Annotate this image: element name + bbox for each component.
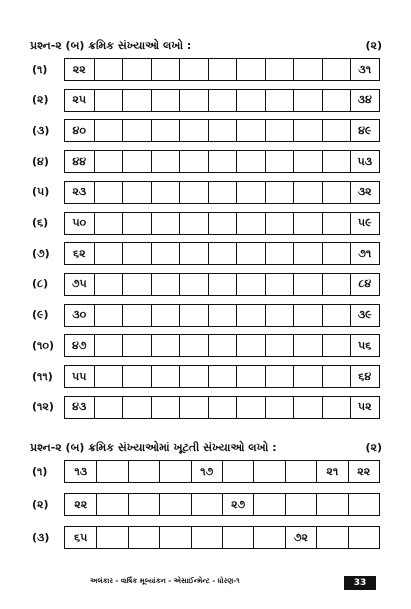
number-grid (64, 89, 380, 112)
exercise-row (32, 273, 380, 296)
blank-cell[interactable] (94, 120, 123, 141)
row-number: (૬) (32, 216, 49, 229)
blank-cell[interactable] (265, 90, 294, 111)
blank-cell[interactable] (191, 527, 222, 548)
exercise-row (32, 304, 380, 327)
blank-cell[interactable] (94, 366, 123, 387)
blank-cell[interactable] (293, 182, 322, 203)
exercise-row (32, 334, 380, 357)
blank-cell[interactable] (94, 182, 123, 203)
blank-cell[interactable] (316, 494, 347, 515)
blank-cell[interactable] (159, 461, 190, 482)
blank-cell[interactable] (128, 494, 159, 515)
exercise-row (32, 460, 380, 483)
blank-cell[interactable] (94, 243, 123, 264)
exercise-row (32, 493, 380, 516)
blank-cell[interactable] (236, 397, 265, 418)
page-number: 33 (344, 576, 376, 590)
row-number: (૩) (32, 530, 50, 544)
blank-cell[interactable] (122, 335, 151, 356)
blank-cell[interactable] (348, 527, 379, 548)
blank-cell[interactable] (322, 59, 351, 80)
exercise-row (32, 365, 380, 388)
blank-cell[interactable] (236, 305, 265, 326)
blank-cell[interactable] (151, 366, 180, 387)
number-cell: ૬૫ (74, 530, 88, 544)
blank-cell[interactable] (322, 366, 351, 387)
section2-marks: (૨) (365, 441, 382, 454)
blank-cell[interactable] (122, 397, 151, 418)
blank-cell[interactable] (265, 305, 294, 326)
number-cell: ૧૩ (74, 464, 88, 478)
blank-cell[interactable] (179, 335, 208, 356)
blank-cell[interactable] (236, 90, 265, 111)
number-cell: ૨૭ (222, 494, 253, 515)
section2-header (30, 439, 382, 457)
blank-cell[interactable] (208, 213, 237, 234)
blank-cell[interactable] (208, 182, 237, 203)
number-grid (64, 396, 380, 419)
number-cell: ૫૯ (350, 213, 379, 234)
blank-cell[interactable] (179, 243, 208, 264)
blank-cell[interactable] (151, 213, 180, 234)
blank-cell[interactable] (208, 90, 237, 111)
exercise-row (32, 526, 380, 549)
blank-cell[interactable] (94, 335, 123, 356)
blank-cell[interactable] (179, 274, 208, 295)
number-cell: ૩૨ (350, 182, 379, 203)
blank-cell[interactable] (122, 305, 151, 326)
blank-cell[interactable] (94, 59, 123, 80)
blank-cell[interactable] (151, 90, 180, 111)
blank-cell[interactable] (293, 366, 322, 387)
number-grid (64, 334, 380, 357)
row-number: (૧) (32, 464, 48, 478)
number-cell: ૫૦ (72, 216, 87, 229)
number-grid (64, 58, 380, 81)
blank-cell[interactable] (316, 527, 347, 548)
blank-cell[interactable] (236, 151, 265, 172)
blank-cell[interactable] (265, 243, 294, 264)
number-grid (64, 150, 380, 173)
blank-cell[interactable] (159, 494, 190, 515)
blank-cell[interactable] (265, 182, 294, 203)
blank-cell[interactable] (151, 120, 180, 141)
number-grid (64, 365, 380, 388)
number-grid (64, 526, 380, 549)
footer-text: અલંકાર - વાર્ષિક મૂલ્યાંકન - એસાઈન્મેન્ટ - ધોરણ-૧ (90, 577, 240, 585)
blank-cell[interactable] (236, 366, 265, 387)
blank-cell[interactable] (96, 527, 127, 548)
number-cell: ૨૨ (348, 461, 379, 482)
blank-cell[interactable] (253, 527, 284, 548)
number-grid (64, 181, 380, 204)
blank-cell[interactable] (96, 494, 127, 515)
number-cell: ૪૯ (350, 120, 379, 141)
number-cell: ૫૬ (350, 335, 379, 356)
number-cell: ૬૪ (350, 366, 379, 387)
section2-title: પ્રશ્ન-૨ (બ) ક્રમિક સંખ્યાઓમાં ખૂટતી સંખ્યાઓ લખો : (30, 441, 277, 454)
blank-cell[interactable] (265, 213, 294, 234)
blank-cell[interactable] (208, 274, 237, 295)
blank-cell[interactable] (94, 151, 123, 172)
row-number: (૯) (32, 308, 49, 322)
row-number: (૧) (32, 62, 48, 76)
section1-marks: (૨) (365, 39, 382, 52)
blank-cell[interactable] (265, 120, 294, 141)
blank-cell[interactable] (179, 59, 208, 80)
number-cell: ૭૧ (350, 243, 379, 264)
blank-cell[interactable] (265, 151, 294, 172)
blank-cell[interactable] (265, 274, 294, 295)
blank-cell[interactable] (122, 213, 151, 234)
number-cell: ૨૧ (316, 461, 347, 482)
exercise-row (32, 181, 380, 204)
blank-cell[interactable] (94, 305, 123, 326)
blank-cell[interactable] (208, 305, 237, 326)
number-cell: ૨૨ (72, 62, 86, 76)
blank-cell[interactable] (96, 461, 127, 482)
row-number: (૫) (32, 185, 50, 199)
blank-cell[interactable] (208, 397, 237, 418)
number-grid (64, 304, 380, 327)
number-cell: ૩૯ (350, 305, 379, 326)
blank-cell[interactable] (151, 182, 180, 203)
number-grid (64, 119, 380, 142)
number-cell: ૨૩ (72, 185, 87, 199)
blank-cell[interactable] (122, 90, 151, 111)
blank-cell[interactable] (122, 151, 151, 172)
blank-cell[interactable] (322, 213, 351, 234)
blank-cell[interactable] (128, 527, 159, 548)
number-cell: ૩૧ (350, 59, 379, 80)
blank-cell[interactable] (265, 397, 294, 418)
blank-cell[interactable] (236, 274, 265, 295)
blank-cell[interactable] (293, 335, 322, 356)
blank-cell[interactable] (293, 397, 322, 418)
blank-cell[interactable] (179, 151, 208, 172)
blank-cell[interactable] (236, 213, 265, 234)
blank-cell[interactable] (122, 182, 151, 203)
exercise-row (32, 89, 380, 112)
exercise-row (32, 119, 380, 142)
number-grid (64, 242, 380, 265)
blank-cell[interactable] (236, 59, 265, 80)
blank-cell[interactable] (151, 151, 180, 172)
blank-cell[interactable] (322, 305, 351, 326)
page-footer (0, 577, 411, 591)
blank-cell[interactable] (151, 59, 180, 80)
section1-title: પ્રશ્ન-૨ (બ) ક્રમિક સંખ્યાઓ લખો : (30, 39, 192, 52)
number-cell: ૭૫ (71, 277, 87, 291)
blank-cell[interactable] (94, 274, 123, 295)
blank-cell[interactable] (236, 335, 265, 356)
blank-cell[interactable] (208, 243, 237, 264)
blank-cell[interactable] (94, 213, 123, 234)
blank-cell[interactable] (122, 59, 151, 80)
blank-cell[interactable] (179, 305, 208, 326)
blank-cell[interactable] (208, 335, 237, 356)
number-cell: ૮૪ (350, 274, 379, 295)
row-number: (૨) (32, 497, 49, 511)
blank-cell[interactable] (293, 59, 322, 80)
number-grid (64, 212, 380, 235)
blank-cell[interactable] (179, 182, 208, 203)
number-grid (64, 273, 380, 296)
blank-cell[interactable] (293, 213, 322, 234)
number-grid (64, 460, 380, 483)
blank-cell[interactable] (322, 274, 351, 295)
exercise-row (32, 58, 380, 81)
blank-cell[interactable] (208, 120, 237, 141)
blank-cell[interactable] (151, 243, 180, 264)
blank-cell[interactable] (208, 59, 237, 80)
blank-cell[interactable] (265, 59, 294, 80)
exercise-row (32, 242, 380, 265)
number-cell: ૨૫ (72, 93, 87, 107)
number-cell: ૪૦ (72, 123, 86, 137)
blank-cell[interactable] (151, 305, 180, 326)
exercise-row (32, 212, 380, 235)
number-cell: ૭૨ (285, 527, 316, 548)
number-cell: ૧૭ (191, 461, 222, 482)
blank-cell[interactable] (236, 120, 265, 141)
number-grid (64, 493, 380, 516)
number-cell: ૪૭ (72, 338, 87, 352)
number-cell: ૫૨ (350, 397, 379, 418)
number-cell: ૬૨ (72, 246, 86, 260)
row-number: (૪) (32, 154, 49, 168)
blank-cell[interactable] (151, 274, 180, 295)
number-cell: ૪૩ (72, 400, 87, 414)
blank-cell[interactable] (122, 366, 151, 387)
blank-cell[interactable] (122, 120, 151, 141)
blank-cell[interactable] (236, 243, 265, 264)
blank-cell[interactable] (151, 397, 180, 418)
number-cell: ૪૪ (72, 154, 87, 168)
blank-cell[interactable] (293, 120, 322, 141)
blank-cell[interactable] (293, 90, 322, 111)
blank-cell[interactable] (236, 182, 265, 203)
blank-cell[interactable] (179, 366, 208, 387)
blank-cell[interactable] (122, 243, 151, 264)
blank-cell[interactable] (122, 274, 151, 295)
blank-cell[interactable] (322, 151, 351, 172)
number-cell: ૩૦ (72, 308, 87, 322)
row-number: (૩) (32, 123, 50, 137)
blank-cell[interactable] (293, 243, 322, 264)
blank-cell[interactable] (322, 243, 351, 264)
blank-cell[interactable] (208, 366, 237, 387)
blank-cell[interactable] (222, 527, 253, 548)
row-number: (૧૧) (32, 369, 53, 383)
row-number: (૮) (32, 277, 49, 291)
blank-cell[interactable] (128, 461, 159, 482)
blank-cell[interactable] (322, 335, 351, 356)
blank-cell[interactable] (159, 527, 190, 548)
section1-header (30, 37, 382, 55)
row-number: (૭) (32, 246, 50, 260)
exercise-row (32, 150, 380, 173)
blank-cell[interactable] (285, 494, 316, 515)
blank-cell[interactable] (322, 397, 351, 418)
blank-cell[interactable] (253, 461, 284, 482)
blank-cell[interactable] (293, 151, 322, 172)
blank-cell[interactable] (348, 494, 379, 515)
blank-cell[interactable] (322, 90, 351, 111)
number-cell: ૫૩ (350, 151, 379, 172)
row-number: (૧૦) (32, 338, 55, 352)
blank-cell[interactable] (285, 461, 316, 482)
blank-cell[interactable] (94, 397, 123, 418)
blank-cell[interactable] (253, 494, 284, 515)
blank-cell[interactable] (151, 335, 180, 356)
blank-cell[interactable] (293, 274, 322, 295)
number-cell: ૫૫ (72, 369, 87, 383)
blank-cell[interactable] (208, 151, 237, 172)
blank-cell[interactable] (293, 305, 322, 326)
blank-cell[interactable] (222, 461, 253, 482)
number-cell: ૨૨ (74, 497, 88, 511)
blank-cell[interactable] (179, 213, 208, 234)
blank-cell[interactable] (94, 90, 123, 111)
blank-cell[interactable] (322, 120, 351, 141)
row-number: (૨) (32, 93, 49, 107)
blank-cell[interactable] (265, 335, 294, 356)
blank-cell[interactable] (191, 494, 222, 515)
blank-cell[interactable] (265, 366, 294, 387)
blank-cell[interactable] (322, 182, 351, 203)
blank-cell[interactable] (179, 90, 208, 111)
exercise-row (32, 396, 380, 419)
blank-cell[interactable] (179, 120, 208, 141)
blank-cell[interactable] (179, 397, 208, 418)
number-cell: ૩૪ (350, 90, 379, 111)
row-number: (૧૨) (32, 400, 54, 414)
